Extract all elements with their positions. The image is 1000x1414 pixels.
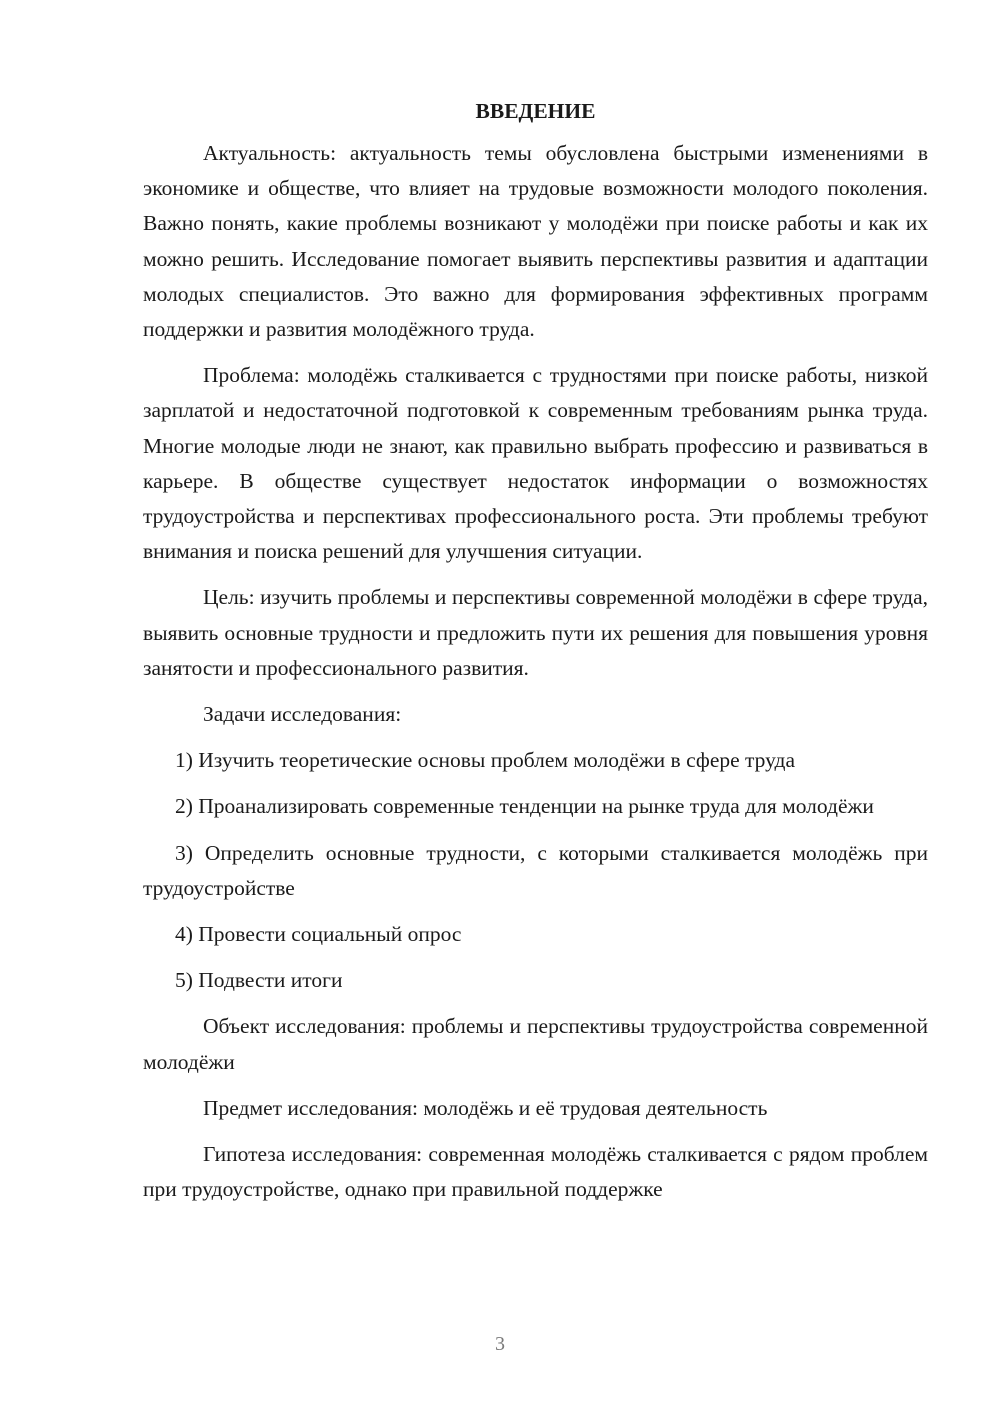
research-object-paragraph: Объект исследования: проблемы и перспективы трудоустройства современной молодёжи [143, 1014, 928, 1074]
page-number: 3 [495, 1333, 505, 1355]
document-page [143, 96, 928, 1218]
task-item-2: 2) Проанализировать современные тенденции на рынке труда для молодёжи [175, 794, 874, 819]
relevance-paragraph: Актуальность: актуальность темы обусловлена быстрыми изменениями в экономике и обществе, что влияет на трудовые возможности молодого поколения. Важно понять, какие проблемы возникают у молодёжи при поиске работы и как их можно решить. Исследование помогает выявить перспективы развития и адаптации молодых специалистов. Это важно для формирования эффективных программ поддержки и развития молодёжного труда. [143, 141, 928, 342]
problem-paragraph: Проблема: молодёжь сталкивается с трудностями при поиске работы, низкой зарплатой и недостаточной подготовкой к современным требованиям рынка труда. Многие молодые люди не знают, как правильно выбрать профессию и развиваться в карьере. В обществе существует недостаток информации о возможностях трудоустройства и перспективах профессионального роста. Эти проблемы требуют внимания и поиска решений для улучшения ситуации. [143, 363, 928, 564]
section-heading: ВВЕДЕНИЕ [475, 99, 596, 123]
tasks-heading: Задачи исследования: [203, 702, 402, 727]
goal-paragraph: Цель: изучить проблемы и перспективы современной молодёжи в сфере труда, выявить основные трудности и предложить пути их решения для повышения уровня занятости и профессионального развития. [143, 585, 928, 680]
task-item-5: 5) Подвести итоги [175, 968, 343, 993]
research-subject-paragraph: Предмет исследования: молодёжь и её трудовая деятельность [203, 1095, 768, 1120]
hypothesis-paragraph: Гипотеза исследования: современная молодёжь сталкивается с рядом проблем при трудоустройстве, однако при правильной поддержке [143, 1142, 928, 1202]
task-item-1: 1) Изучить теоретические основы проблем молодёжи в сфере труда [175, 748, 796, 773]
task-item-3: 3) Определить основные трудности, с которыми сталкивается молодёжь при трудоустройстве [143, 840, 928, 900]
task-item-4: 4) Провести социальный опрос [175, 922, 462, 947]
